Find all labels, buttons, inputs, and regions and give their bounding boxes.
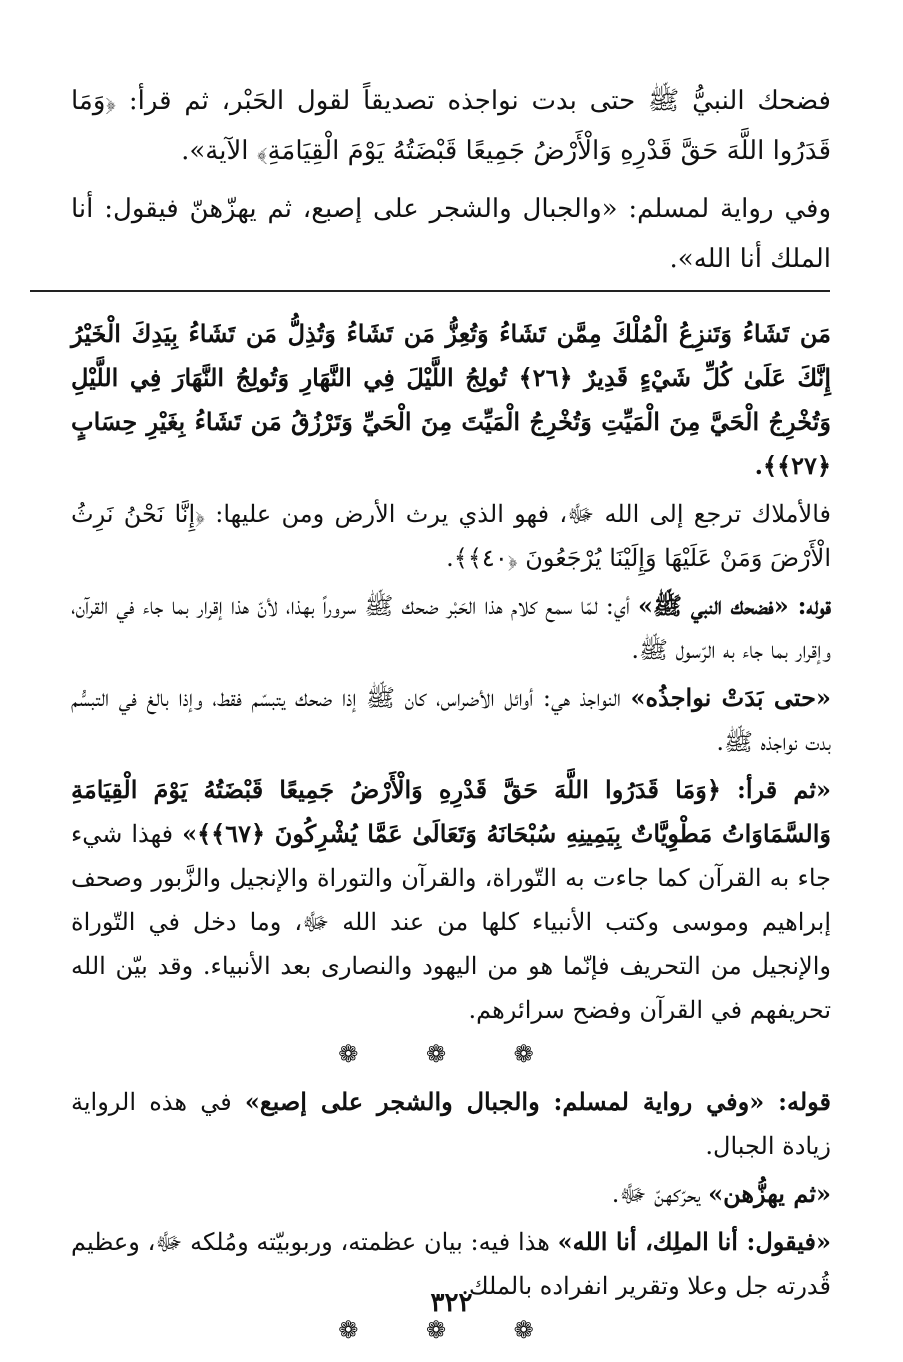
malik-label: «فيقول: أنا الملِك، أنا الله» xyxy=(557,1227,832,1256)
qara-verse: ﴿وَمَا قَدَرُوا اللَّهَ حَقَّ قَدْرِهِ وَالْأَرْضُ جَمِيعًا قَبْضَتُهُ يَوْمَ الْقِيَامَةِ وَالسَّمَاوَاتُ مَطْوِيَّاتٌ بِيَمِينِهِ سُبْحَانَهُ وَتَعَالَىٰ عَمَّا يُشْرِكُونَ ﴿٦٧﴾﴾» xyxy=(71,775,831,848)
qara-text: فهذا شيء جاء به القرآن كما جاءت به التّوراة، والقرآن والتوراة والإنجيل والزَّبور وصحف إبراهيم وموسى وكتب الأنبياء كلها من عند الله ﷻ، وما دخل في التّوراة والإنجيل من التحريف فإنّما هو من اليهود والنصارى بعد الأنبياء. وقد بيّن الله تحريفهم في القرآن وفضح سرائرهم. xyxy=(71,820,831,1024)
paragraph-yahuzz xyxy=(71,1172,831,1216)
main-paragraph-2: وفي رواية لمسلم: «والجبال والشجر على إصبع، ثم يهزّهنّ فيقول: أنا الملك أنا الله». xyxy=(71,194,831,274)
paragraph-qara xyxy=(71,768,831,1032)
dahik-text: أي: لمّا سمع كلام هذا الحَبْر ضحك ﷺ سروراً بهذا، لأنّ هذا إقرار بما جاء في القرآن، وإقرار بما جاء به الرّسول ﷺ. xyxy=(71,592,831,664)
paragraph-muslim xyxy=(71,1080,831,1168)
muslim-label: قوله: «وفي رواية لمسلم: والجبال والشجر على إصبع» xyxy=(244,1087,832,1116)
yahuzz-label: «ثم يهزُّهن» xyxy=(708,1179,831,1208)
nawajidh-text: النواجذ هي: أوائل الأضراس، كان ﷺ إذا ضحك يتبسّم فقط، وإذا بالغ في التبسُّم بدت نواجذه ﷺ. xyxy=(71,684,831,756)
yahuzz-text: يحرّكهنّ ﷻ. xyxy=(611,1180,709,1208)
muslim-text: في هذه الرواية زيادة الجبال. xyxy=(71,1088,831,1160)
separator-line xyxy=(30,290,830,292)
quran-verses: مَن تَشَاءُ وَتَنزِعُ الْمُلْكَ مِمَّن تَشَاءُ وَتُعِزُّ مَن تَشَاءُ وَتُذِلُّ مَن تَشَاءُ بِيَدِكَ الْخَيْرُ إِنَّكَ عَلَىٰ كُلِّ شَيْءٍ قَدِيرٌ ﴿٢٦﴾ تُولِجُ اللَّيْلَ فِي النَّهَارِ وَتُولِجُ النَّهَارَ فِي اللَّيْلِ وَتُخْرِجُ الْحَيَّ مِنَ الْمَيِّتِ وَتُخْرِجُ الْمَيِّتَ مِنَ الْحَيِّ وَتَرْزُقُ مَن تَشَاءُ بِغَيْرِ حِسَابٍ ﴿٢٧﴾﴾. xyxy=(71,319,831,480)
dahik-label: قوله: «فضحك النبي ﷺ» xyxy=(638,591,831,620)
ornament-separator-2: ❁ ❁ ❁ xyxy=(338,1316,564,1344)
malik-text: هذا فيه: بيان عظمته، وربوبيّته ومُلكه ﷻ، وعظيم قُدرته جل وعلا وتقرير انفراده بالملك. xyxy=(71,1228,831,1300)
qara-label: «ثم قرأ: xyxy=(737,775,831,804)
nawajidh-label: «حتى بَدَتْ نواجذُه» xyxy=(630,683,831,712)
main-paragraph-1: فضحك النبيُّ ﷺ حتى بدت نواجذه تصديقاً لقول الحَبْر، ثم قرأ: ﴿وَمَا قَدَرُوا اللَّهَ حَقَّ قَدْرِهِ وَالْأَرْضُ جَمِيعًا قَبْضَتُهُ يَوْمَ الْقِيَامَةِ﴾ الآية». xyxy=(71,86,831,166)
paragraph-amlak: فالأملاك ترجع إلى الله ﷻ، فهو الذي يرث الأرض ومن عليها: ﴿إِنَّا نَحْنُ نَرِثُ الْأَرْضَ وَمَنْ عَلَيْهَا وَإِلَيْنَا يُرْجَعُونَ ﴿٤٠﴾﴾. xyxy=(71,500,831,572)
paragraph-dahik xyxy=(71,584,831,672)
paragraph-nawajidh xyxy=(71,676,831,764)
main-text xyxy=(71,76,831,292)
ornament-separator-1: ❁ ❁ ❁ xyxy=(338,1040,564,1068)
commentary xyxy=(71,312,831,1356)
page-number: ٣٢٢ xyxy=(430,1288,473,1318)
